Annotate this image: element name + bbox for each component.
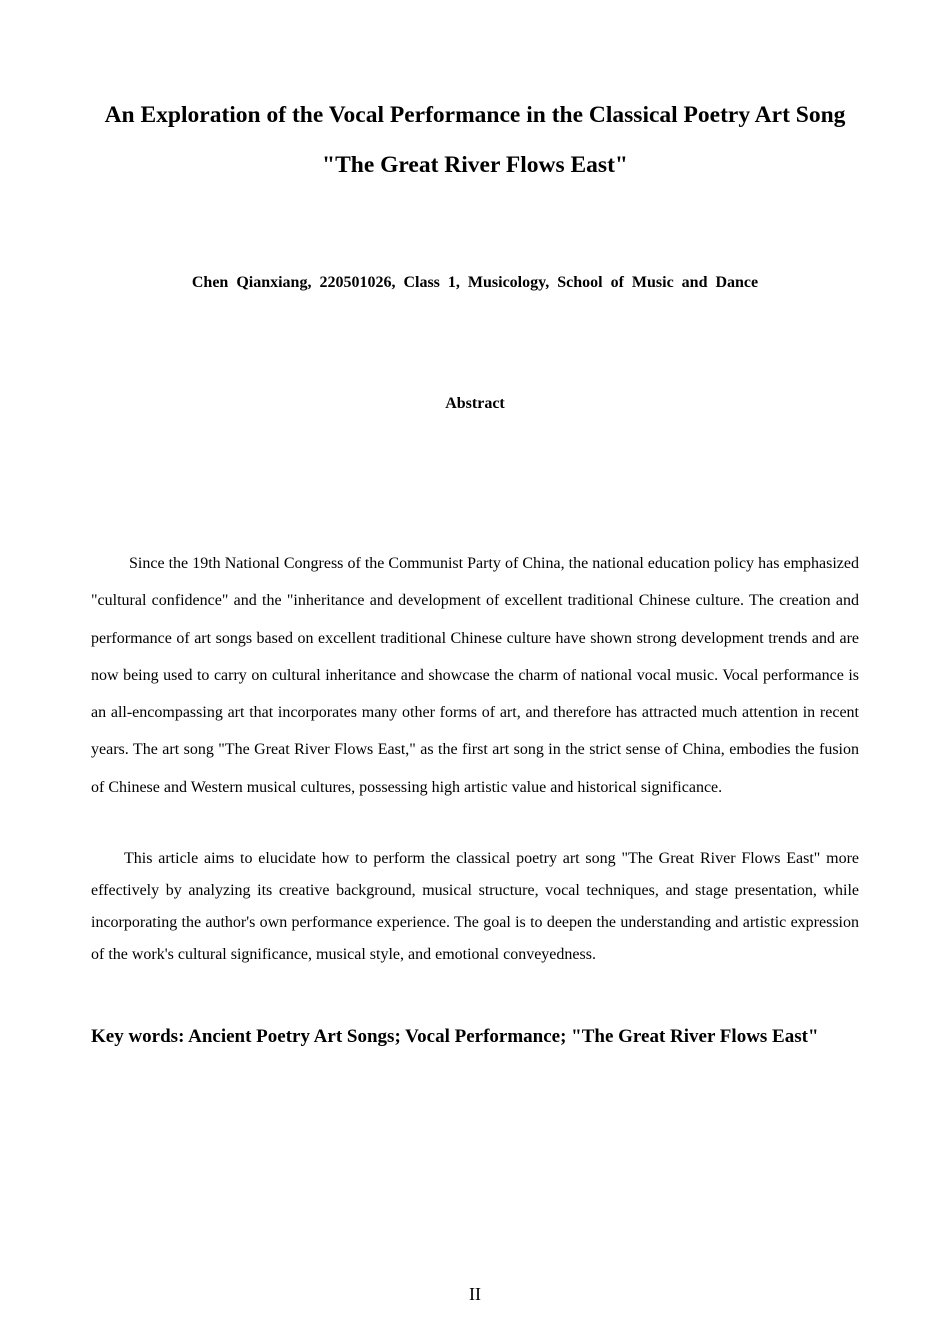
abstract-paragraph-1: Since the 19th National Congress of the Communist Party of China, the national education policy has emphasized "cultural confidence" and the "inheritance and development of excellent traditional Chinese culture. The creation and performance of art songs based on excellent traditional Chinese culture have shown strong development trends and are now being used to carry on cultural inheritance and showcase the charm of national vocal music. Vocal performance is an all-encompassing art that incorporates many other forms of art, and therefore has attracted much attention in recent years. The art song "The Great River Flows East," as the first art song in the strict sense of China, embodies the fusion of Chinese and Western musical cultures, possessing high artistic value and historical significance. xyxy=(91,555,859,796)
title-line-2: "The Great River Flows East" xyxy=(322,152,628,178)
title-line-1: An Exploration of the Vocal Performance in the Classical Poetry Art Song xyxy=(104,102,846,128)
abstract-paragraph-2: This article aims to elucidate how to perform the classical poetry art song "The Great River Flows East" more effectively by analyzing its creative background, musical structure, vocal techniques, and stage presentation, while incorporating the author's own performance experience. The goal is to deepen the understanding and artistic expression of the work's cultural significance, musical style, and emotional conveyedness. xyxy=(91,850,859,963)
author-line: Chen Qianxiang, 220501026, Class 1, Musicology, School of Music and Dance xyxy=(191,274,759,291)
abstract-heading: Abstract xyxy=(445,395,505,412)
keywords-line: Key words: Ancient Poetry Art Songs; Vocal Performance; "The Great River Flows East" xyxy=(91,1026,819,1047)
page-number: II xyxy=(469,1284,481,1304)
